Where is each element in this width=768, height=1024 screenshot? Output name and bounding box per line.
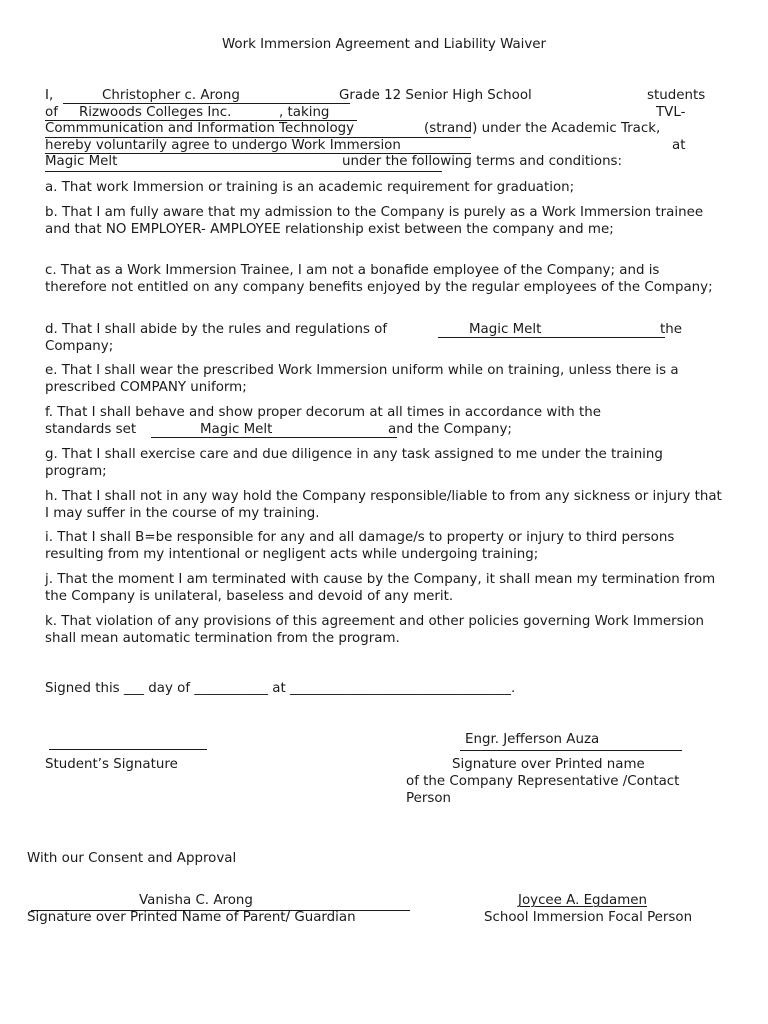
clause-f-line-2 [45, 422, 725, 439]
intro-line-2 [45, 105, 713, 122]
document-title: Work Immersion Agreement and Liability Waiver [221, 37, 547, 52]
clause-f-company: Magic Melt [200, 421, 273, 437]
clause-b: b. That I am fully aware that my admission to the Company is purely as a Work Immersion trainee and that NO EMPLOYER- AMPLOYEE relationship exist between the company and me; [45, 205, 704, 237]
signed-text-1: Signed this [45, 681, 120, 696]
clause-f [45, 405, 725, 438]
clause-j: j. That the moment I am terminated with cause by the Company, it shall mean my termination from the Company is unilateral, baseless and devoid of any merit. [45, 572, 716, 604]
signed-text-3: at [272, 681, 286, 696]
intro-line-4 [45, 138, 713, 155]
intro-at: at [672, 137, 686, 153]
clause-d-line-2: Company; [45, 338, 114, 354]
clause-a: a. That work Immersion or training is an academic requirement for graduation; [45, 180, 575, 195]
intro-terms: under the following terms and conditions: [342, 154, 623, 170]
intro-line-3 [45, 121, 713, 138]
clause-h: h. That I shall not in any way hold the Company responsible/liable to from any sickness or injury that I may suffer in the course of my training. [45, 489, 722, 521]
representative-label-3: Person [406, 791, 451, 806]
intro-of: of [45, 104, 58, 120]
clause-d-line-1 [45, 322, 725, 339]
clause-c: c. That as a Work Immersion Trainee, I am not a bonafide employee of the Company; and is therefore not entitled on any company benefits enjoyed by the regular employees of the Company; [45, 263, 713, 295]
student-signature-label: Student’s Signature [45, 757, 178, 772]
clause-d [45, 322, 725, 355]
intro-i: I, [45, 88, 54, 103]
focal-person-label: School Immersion Focal Person [484, 910, 693, 925]
intro-paragraph [45, 88, 713, 171]
intro-taking: , taking [279, 104, 330, 120]
strand-name: Commmunication and Information Technology [45, 121, 355, 137]
representative-label-2: of the Company Representative /Contact [406, 774, 680, 789]
intro-students: students [647, 88, 706, 103]
student-name-underline [63, 103, 350, 104]
strand-underline [45, 137, 471, 138]
signed-day-blank: ___ [123, 681, 144, 696]
clause-d-text: d. That I shall abide by the rules and regulations of [45, 322, 388, 337]
representative-name: Engr. Jefferson Auza [465, 732, 600, 747]
clause-f-line-1: f. That I shall behave and show proper decorum at all times in accordance with the [45, 405, 602, 420]
clause-d-company: Magic Melt [469, 322, 542, 337]
intro-hereby: hereby voluntarily agree to undergo Work Immersion [45, 137, 401, 153]
representative-label-1: Signature over Printed name [452, 757, 645, 772]
grade-level: Grade 12 Senior High School [339, 88, 532, 103]
clause-f-post: and the Company; [388, 421, 512, 437]
student-signature-line [49, 749, 207, 750]
signed-end: . [510, 681, 516, 696]
hereby-underline [45, 153, 471, 154]
school-name: Rizwoods Colleges Inc. [79, 104, 232, 120]
intro-line-5 [45, 154, 713, 171]
intro-strand-suffix: (strand) under the Academic Track, [424, 121, 661, 137]
consent-heading: With our Consent and Approval [27, 851, 237, 866]
school-underline [45, 120, 357, 121]
guardian-label: Signature over Printed Name of Parent/ Guardian [27, 910, 356, 925]
clause-g: g. That I shall exercise care and due diligence in any task assigned to me under the training program; [45, 447, 663, 479]
focal-person-name: Joycee A. Egdamen [518, 893, 648, 908]
signed-month-blank: ___________ [194, 681, 268, 696]
intro-tvl: TVL- [656, 104, 686, 120]
clause-i: i. That I shall B=be responsible for any and all damage/s to property or injury to third persons resulting from my intentional or negligent acts while undergoing training; [45, 530, 675, 562]
intro-company: Magic Melt [45, 154, 118, 170]
representative-signature-line [460, 750, 682, 751]
clause-f-set: standards set [45, 421, 137, 437]
student-name: Christopher c. Arong [102, 88, 240, 103]
clause-d-blank [438, 322, 665, 338]
signed-line [45, 681, 515, 698]
signed-text-2: day of [148, 681, 191, 696]
clause-d-the: the [660, 322, 682, 337]
clause-k: k. That violation of any provisions of this agreement and other policies governing Work Immersion shall mean automatic termination from the program. [45, 614, 704, 646]
guardian-name: Vanisha C. Arong [139, 893, 253, 908]
company-underline [45, 171, 442, 172]
clause-f-blank [151, 422, 397, 438]
signed-place-blank: _________________________________ [289, 681, 511, 696]
clause-e: e. That I shall wear the prescribed Work Immersion uniform while on training, unless there is a prescribed COMPANY uniform; [45, 363, 679, 395]
